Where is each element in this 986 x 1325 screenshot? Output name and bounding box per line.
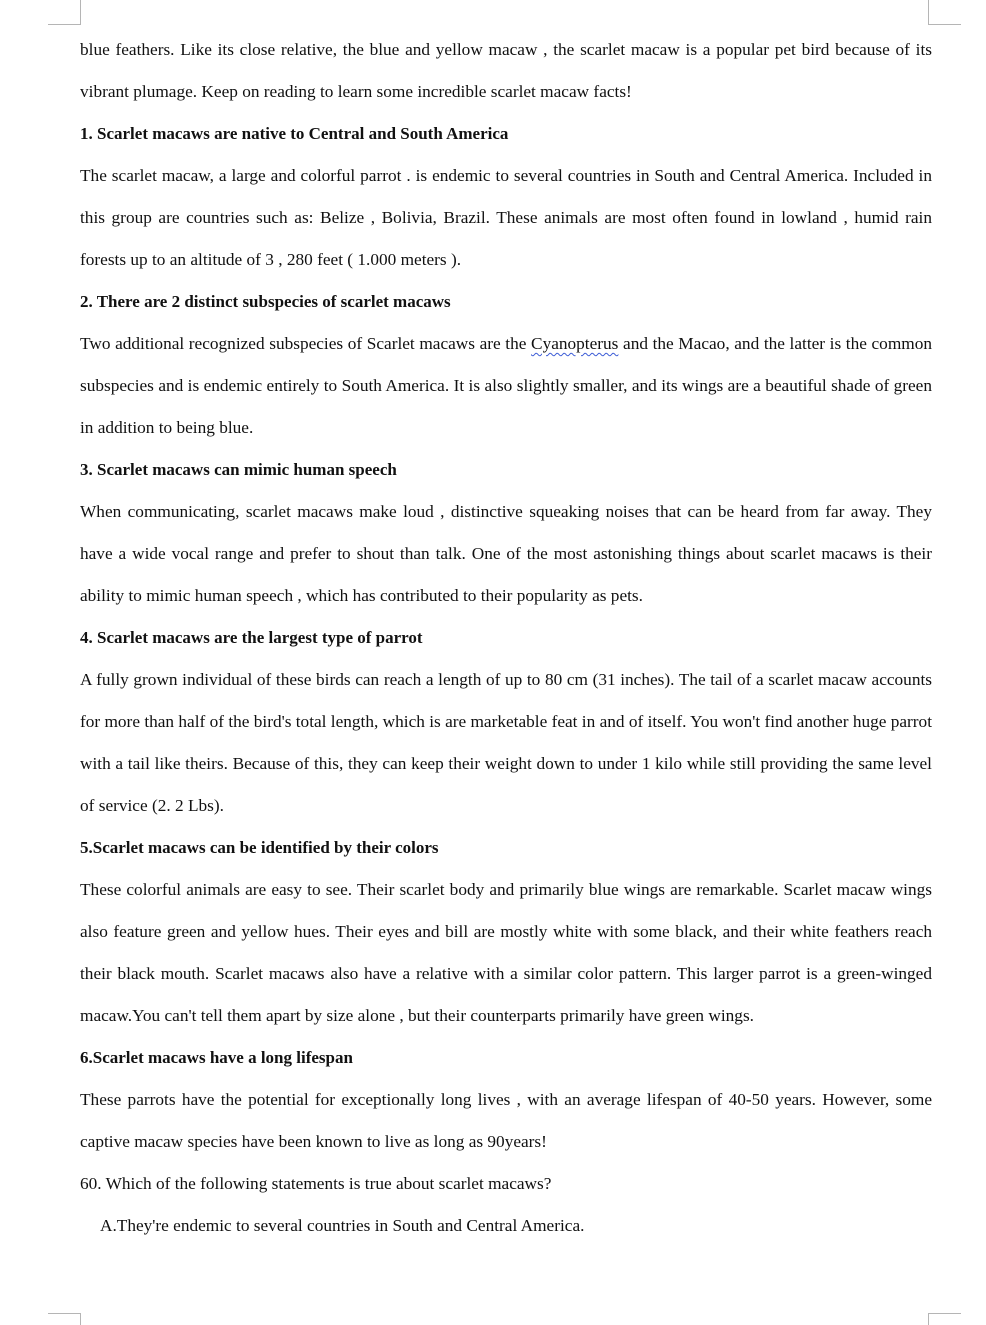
intro-paragraph: blue feathers. Like its close relative, the blue and yellow macaw , the scarlet macaw is a popular pet bird because of its vibrant plumage. Keep on reading to learn some incredible scarlet macaw facts! [80,40,932,101]
section-heading-5: 5.Scarlet macaws can be identified by their colors [80,838,439,857]
answer-option-a: A.They're endemic to several countries in South and Central America. [100,1216,585,1235]
section-body-6: These parrots have the potential for exceptionally long lives , with an average lifespan of 40-50 years. However, some captive macaw species have been known to live as long as 90years! [80,1090,932,1151]
section-body-1: The scarlet macaw, a large and colorful parrot . is endemic to several countries in South and Central America. Included in this group are countries such as: Belize , Bolivia, Brazil. These animals are most often found in lowland , humid rain forests up to an altitude of 3 , 280 feet ( 1.000 meters ). [80,166,932,269]
section-body-2-start: Two additional recognized subspecies of Scarlet macaws are the [80,334,532,353]
section-heading-6: 6.Scarlet macaws have a long lifespan [80,1048,353,1067]
document-page [80,29,932,1247]
section-heading-2: 2. There are 2 distinct subspecies of scarlet macaws [80,292,451,311]
section-heading-4: 4. Scarlet macaws are the largest type of parrot [80,628,423,647]
spellcheck-flagged-word[interactable]: Cyanopterus [531,334,619,353]
section-heading-1: 1. Scarlet macaws are native to Central and South America [80,124,509,143]
crop-mark-bottom-right [928,1313,961,1325]
crop-mark-top-left [48,0,81,25]
section-body-2-end: and the Macao, and the latter is the common subspecies and is endemic entirely to South America. It is also slightly smaller, and its wings are a beautiful shade of green in addition to being blue. [80,334,932,437]
section-heading-3: 3. Scarlet macaws can mimic human speech [80,460,397,479]
section-body-2 [80,323,932,449]
question-text: 60. Which of the following statements is true about scarlet macaws? [80,1174,552,1193]
section-body-5: These colorful animals are easy to see. Their scarlet body and primarily blue wings are remarkable. Scarlet macaw wings also feature green and yellow hues. Their eyes and bill are mostly white with some black, and their white feathers reach their black mouth. Scarlet macaws also have a relative with a similar color pattern. This larger parrot is a green-winged macaw.You can't tell them apart by size alone , but their counterparts primarily have green wings. [80,880,932,1025]
section-body-3: When communicating, scarlet macaws make loud , distinctive squeaking noises that can be heard from far away. They have a wide vocal range and prefer to shout than talk. One of the most astonishing things about scarlet macaws is their ability to mimic human speech , which has contributed to their popularity as pets. [80,502,932,605]
section-body-4: A fully grown individual of these birds can reach a length of up to 80 cm (31 inches). The tail of a scarlet macaw accounts for more than half of the bird's total length, which is are marketable feat in and of itself. You won't find another huge parrot with a tail like theirs. Because of this, they can keep their weight down to under 1 kilo while still providing the same level of service (2. 2 Lbs). [80,670,932,815]
crop-mark-top-right [928,0,961,25]
crop-mark-bottom-left [48,1313,81,1325]
